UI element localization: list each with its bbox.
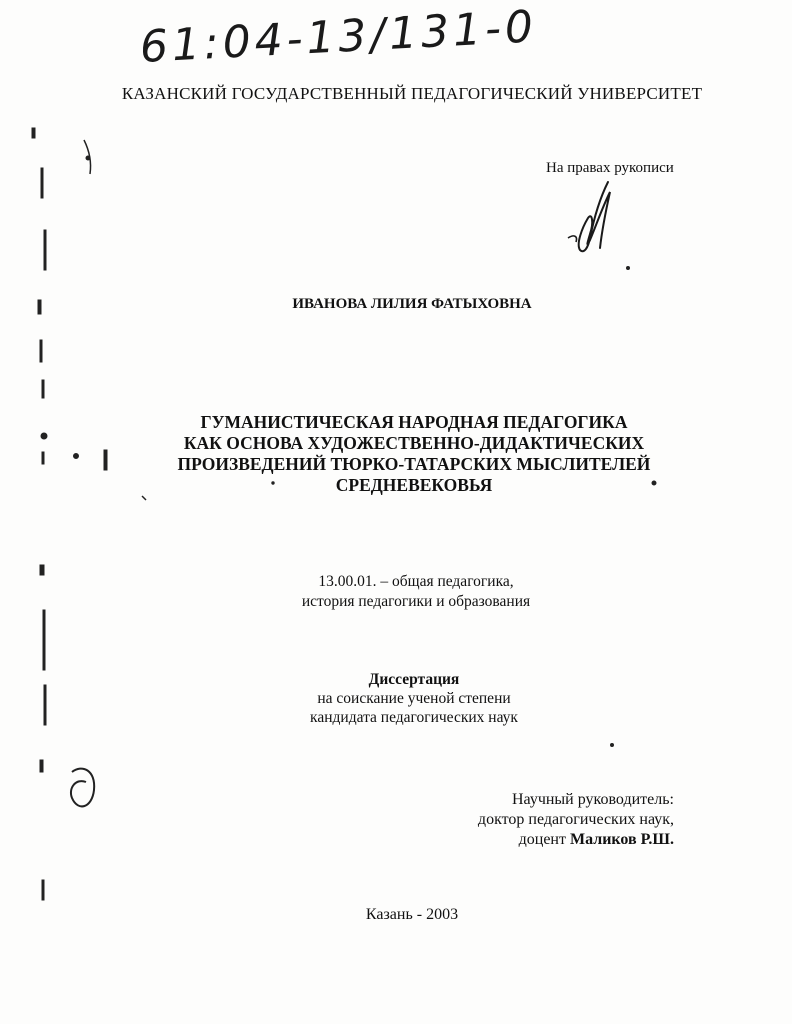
- supervisor-title-prefix: доцент: [518, 831, 566, 848]
- handwritten-signature: [560, 178, 620, 258]
- title-line: КАК ОСНОВА ХУДОЖЕСТВЕННО-ДИДАКТИЧЕСКИХ: [183, 433, 645, 453]
- title-line: СРЕДНЕВЕКОВЬЯ: [335, 475, 493, 495]
- specialty-line: 13.00.01. – общая педагогика,: [318, 573, 514, 590]
- supervisor-name: Маликов Р.Ш.: [569, 831, 674, 848]
- rights-note: На правах рукописи: [546, 160, 674, 176]
- specialty-code: [0, 572, 792, 612]
- supervisor-title-line: [478, 830, 674, 850]
- title-line: ПРОИЗВЕДЕНИЙ ТЮРКО-ТАТАРСКИХ МЫСЛИТЕЛЕЙ: [177, 454, 651, 474]
- degree-line: кандидата педагогических наук: [310, 709, 518, 726]
- dissertation-heading: Диссертация: [368, 671, 460, 688]
- specialty-line: история педагогики и образования: [301, 593, 531, 610]
- title-line: ГУМАНИСТИЧЕСКАЯ НАРОДНАЯ ПЕДАГОГИКА: [200, 412, 628, 432]
- degree-statement: [0, 670, 792, 727]
- author-name: ИВАНОВА ЛИЛИЯ ФАТЫХОВНА: [292, 296, 532, 312]
- supervisor-degree: доктор педагогических наук,: [477, 811, 674, 828]
- dissertation-title: [0, 412, 792, 496]
- city-year: Казань - 2003: [365, 906, 459, 923]
- university-name: КАЗАНСКИЙ ГОСУДАРСТВЕННЫЙ ПЕДАГОГИЧЕСКИЙ УНИВЕРСИТЕТ: [121, 84, 703, 103]
- archive-code-handwritten: 61:04-13/131-0: [138, 1, 539, 73]
- supervisor-label: Научный руководитель:: [511, 791, 674, 808]
- supervisor-block: [478, 790, 674, 850]
- degree-line: на соискание ученой степени: [317, 690, 511, 707]
